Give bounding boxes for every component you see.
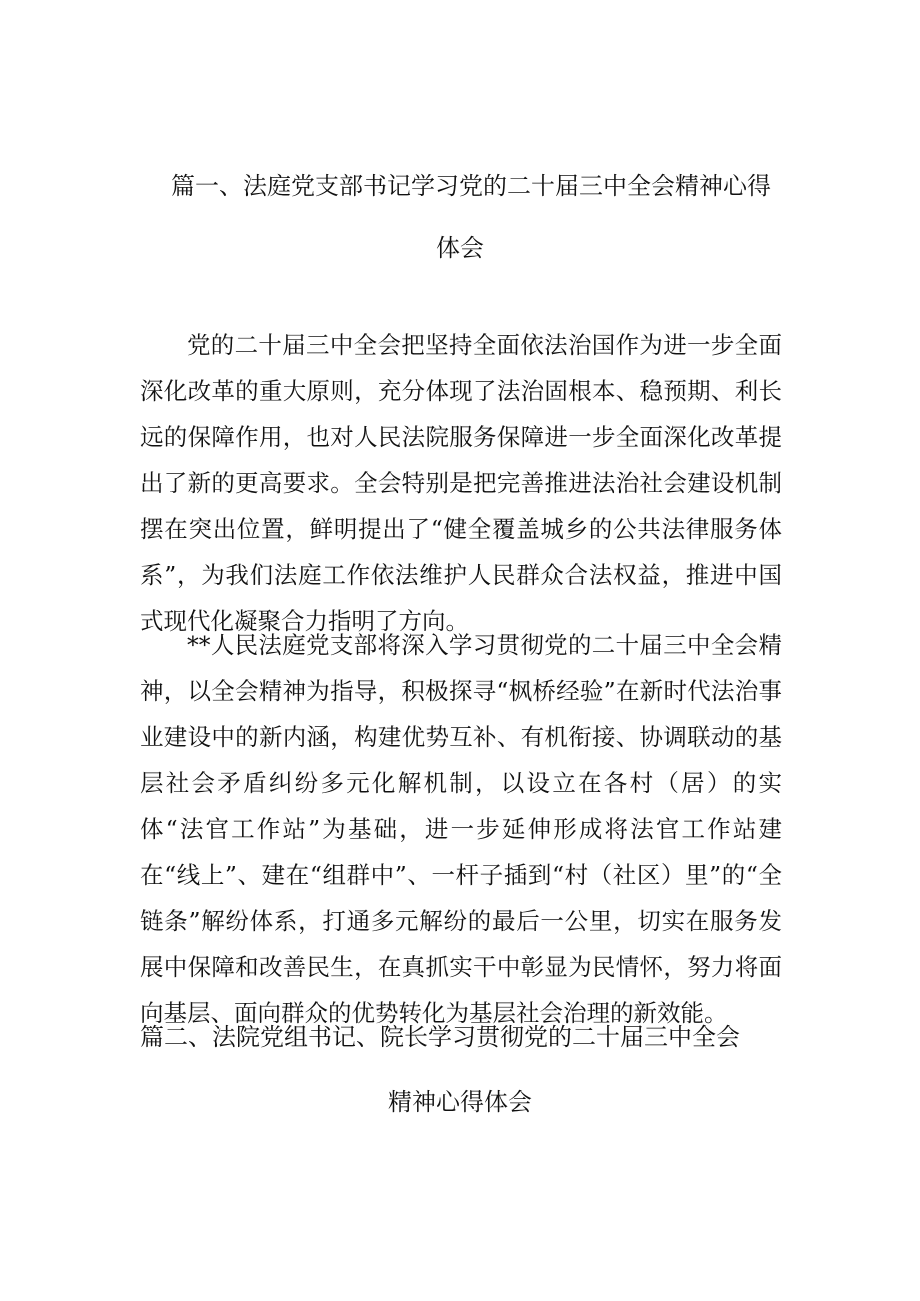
section1-paragraph-2: **人民法庭党支部将深入学习贯彻党的二十届三中全会精神，以全会精神为指导，积极探寻“枫桥经验”在新时代法治事业建设中的新内涵，构建优势互补、有机衔接、协调联动的基层社会矛盾纠纷多元化解机制，以设立在各村（居）的实体“法官工作站”为基础，进一步延伸形成将法官工作站建在“线上”、建在“组群中”、一杆子插到“村（社区）里”的“全链条”解纷体系，打通多元解纷的最后一公里，切实在服务发展中保障和改善民生，在真抓实干中彰显为民情怀，努力将面向基层、面向群众的优势转化为基层社会治理的新效能。: [140, 631, 782, 1027]
section1-paragraph-1: 党的二十届三中全会把坚持全面依法治国作为进一步全面深化改革的重大原则，充分体现了法治固根本、稳预期、利长远的保障作用，也对人民法院服务保障进一步全面深化改革提出了新的更高要求。全会特别是把完善推进法治社会建设机制摆在突出位置，鲜明提出了“健全覆盖城乡的公共法律服务体系”，为我们法庭工作依法维护人民群众合法权益，推进中国式现代化凝聚合力指明了方向。: [140, 331, 782, 635]
section2-title-line2: 精神心得体会: [388, 1088, 532, 1116]
section2-title-line1: 篇二、法院党组书记、院长学习贯彻党的二十届三中全会: [140, 1023, 740, 1051]
section1-title-line2: 体会: [436, 234, 484, 262]
section1-title-line1: 篇一、法庭党支部书记学习党的二十届三中全会精神心得: [171, 172, 771, 200]
